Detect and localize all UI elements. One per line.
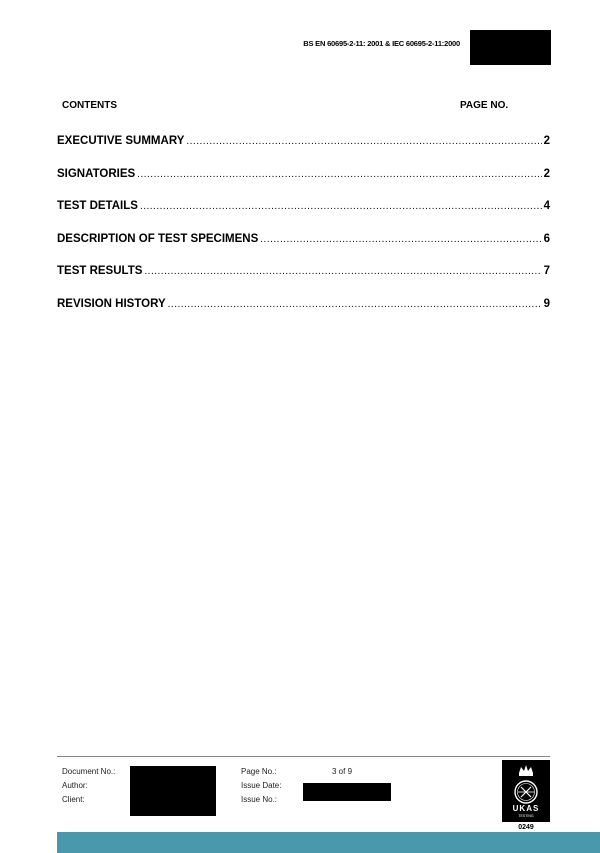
toc-entry-executive-summary[interactable] <box>57 135 550 168</box>
toc-entry-page: 2 <box>543 135 550 147</box>
toc-leader-dots <box>186 136 541 147</box>
ukas-crown-icon <box>502 760 550 822</box>
redacted-logo-block <box>470 30 551 65</box>
toc-entry-title: DESCRIPTION OF TEST SPECIMENS <box>57 232 259 245</box>
toc-entry-test-results[interactable] <box>57 265 550 298</box>
toc-leader-dots <box>144 266 541 277</box>
toc-entry-revision-history[interactable] <box>57 298 550 331</box>
issue-no-label: Issue No.: <box>241 795 278 804</box>
footer-divider <box>57 756 550 757</box>
standard-reference: BS EN 60695-2-11: 2001 & IEC 60695-2-11:2000 <box>303 39 460 48</box>
toc-entry-title: TEST DETAILS <box>57 200 138 213</box>
toc-leader-dots <box>137 169 541 180</box>
toc-entry-title: SIGNATORIES <box>57 167 136 180</box>
toc-leader-dots <box>168 299 542 310</box>
toc-entry-page: 6 <box>543 232 550 245</box>
toc-entry-title: EXECUTIVE SUMMARY <box>57 135 185 147</box>
document-no-label: Document No.: <box>62 767 116 776</box>
contents-heading: CONTENTS <box>62 100 117 111</box>
client-label: Client: <box>62 795 85 804</box>
toc-entry-page: 4 <box>543 200 550 213</box>
toc-entry-test-details[interactable] <box>57 200 550 233</box>
author-label: Author: <box>62 781 88 790</box>
toc-entry-description-of-test-specimens[interactable] <box>57 233 550 266</box>
redacted-issue-details <box>303 783 391 801</box>
page-number-heading: PAGE NO. <box>460 100 509 111</box>
accreditation-number: 0249 <box>518 824 534 831</box>
svg-text:TESTING: TESTING <box>518 814 534 818</box>
redacted-document-details <box>130 766 216 816</box>
footer-color-bar <box>57 832 600 853</box>
toc-leader-dots <box>260 234 541 245</box>
toc-entry-signatories[interactable] <box>57 168 550 201</box>
toc-entry-page: 7 <box>543 265 550 278</box>
toc-entry-page: 2 <box>543 167 550 180</box>
toc-entry-title: REVISION HISTORY <box>57 297 166 310</box>
page-no-label: Page No.: <box>241 767 277 776</box>
toc-leader-dots <box>140 201 542 212</box>
toc-entry-title: TEST RESULTS <box>57 265 143 278</box>
issue-date-label: Issue Date: <box>241 781 282 790</box>
page-no-value: 3 of 9 <box>332 767 353 776</box>
ukas-accreditation-logo <box>502 760 550 822</box>
table-of-contents <box>57 135 550 331</box>
svg-text:UKAS: UKAS <box>512 804 540 813</box>
toc-entry-page: 9 <box>543 297 550 310</box>
